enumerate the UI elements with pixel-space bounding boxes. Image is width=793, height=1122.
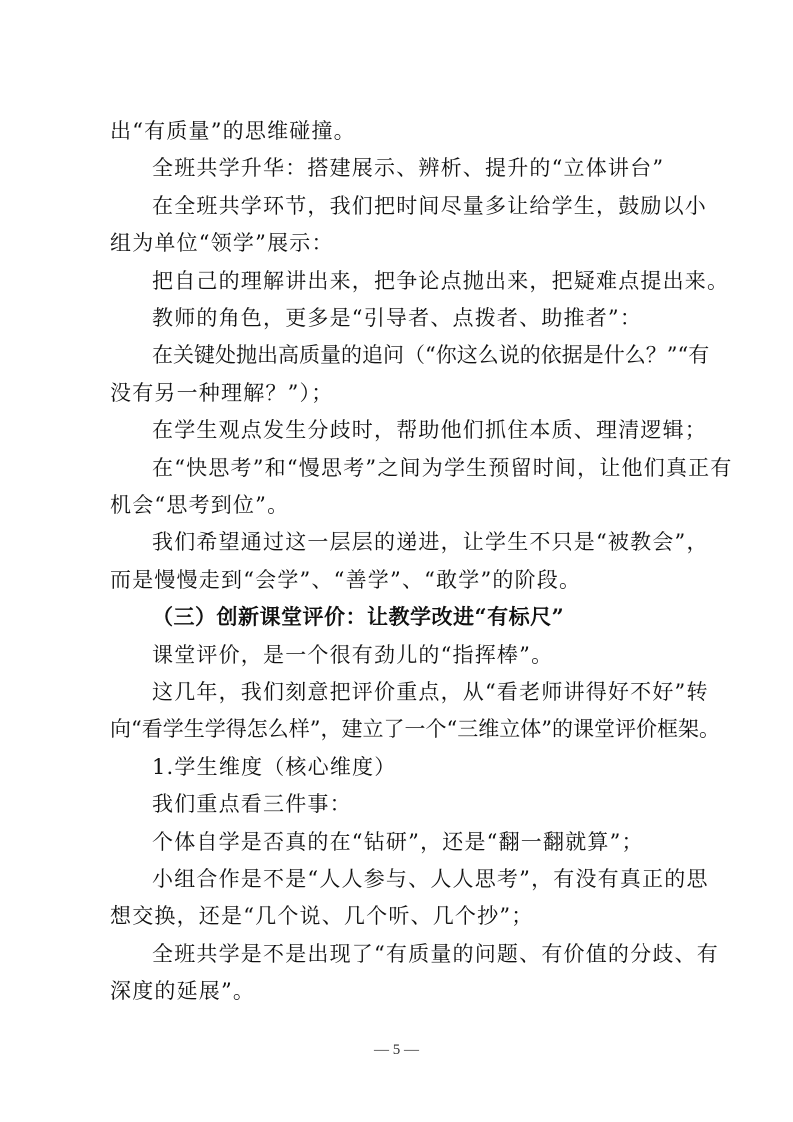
paragraph-line: 想交换，还是“几个说、几个听、几个抄”； [110,904,534,929]
paragraph-line: 出“有质量”的思维碰撞。 [110,119,356,143]
paragraph-line: 机会“思考到位”。 [110,493,290,517]
paragraph-line: 在全班共学环节，我们把时间尽量多让给学生，鼓励以小 [152,193,707,218]
paragraph-line: 组为单位“领学”展示： [110,231,334,256]
paragraph-line: 个体自学是否真的在“钻研”，还是“翻一翻就算”； [152,829,644,854]
paragraph-line: 向“看学生学得怎么样”，建立了一个“三维立体”的课堂评价框架。 [110,717,720,742]
paragraph-line: 小组合作是不是“人人参与、人人思考”，有没有真正的思 [152,867,709,891]
paragraph-line: 在“快思考”和“慢思考”之间为学生预留时间，让他们真正有 [152,455,733,480]
page-number: — 5 — [374,1042,419,1058]
paragraph-line: 这几年，我们刻意把评价重点，从“看老师讲得好不好”转 [152,680,709,704]
paragraph-line: 全班共学是不是出现了“有质量的问题、有价值的分歧、有 [152,941,719,966]
paragraph-line: 在学生观点发生分歧时，帮助他们抓住本质、理清逻辑； [152,418,707,443]
paragraph-line: 教师的角色，更多是“引导者、点拨者、助推者”： [152,306,643,330]
subheading-line: 全班共学升华：搭建展示、辨析、提升的“立体讲台” [152,156,665,181]
subsection-heading: 1.学生维度（核心维度） [152,754,397,779]
paragraph-line: 深度的延展”。 [110,979,256,1004]
paragraph-line: 把自己的理解讲出来，把争论点抛出来，把疑难点提出来。 [152,268,730,293]
section-heading: （三）创新课堂评价：让教学改进“有标尺” [152,604,565,630]
paragraph-line: 没有另一种理解？”）； [110,380,334,405]
paragraph-line: 我们希望通过这一层层的递进，让学生不只是“被教会”， [152,530,709,555]
paragraph-line: 而是慢慢走到“会学”、“善学”、“敢学”的阶段。 [110,567,582,592]
paragraph-line: 在关键处抛出高质量的追问（“你这么说的依据是什么？”“有 [152,343,710,368]
paragraph-line: 我们重点看三件事： [152,792,352,817]
paragraph-line: 课堂评价，是一个很有劲儿的“指挥棒”。 [152,642,554,667]
